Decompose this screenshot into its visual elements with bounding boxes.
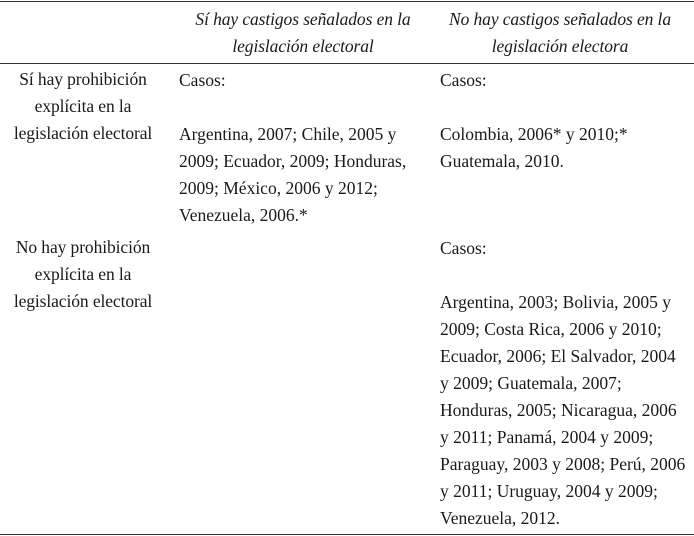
row1-col2-heading: Casos: (440, 70, 487, 90)
table-bottom-rule (0, 534, 694, 535)
row-label-explicit-prohibition: Sí hay prohibición explícita en la legislación electoral (13, 69, 153, 143)
column-header-with-penalties: Sí hay castigos señalados en la legislación electoral (195, 9, 411, 56)
row2-col2-heading: Casos: (440, 238, 487, 258)
row1-col1-cases: Argentina, 2007; Chile, 2005 y 2009; Ecuador, 2009; Honduras, 2009; México, 2006 y 2012; Venezuela, 2006.* (179, 124, 407, 225)
column-header-without-penalties: No hay castigos señalados en la legislación electora (449, 9, 671, 56)
header-divider-rule (0, 63, 694, 64)
table-top-rule (0, 1, 694, 2)
row-label-no-prohibition: No hay prohibición explícita en la legislación electoral (13, 237, 153, 311)
row1-col2-cases: Colombia, 2006* y 2010;* Guatemala, 2010. (440, 124, 628, 171)
row1-col1-heading: Casos: (179, 70, 226, 90)
row2-col2-cases: Argentina, 2003; Bolivia, 2005 y 2009; Costa Rica, 2006 y 2010; Ecuador, 2006; El Salvador, 2004 y 2009; Guatemala, 2007; Honduras, 2005; Nicaragua, 2006 y 2011; Panamá, 2004 y 2009; Paraguay, 2003 y 2008; Perú, 2006 y 2011; Uruguay, 2004 y 2009; Venezuela, 2012. (440, 292, 686, 528)
